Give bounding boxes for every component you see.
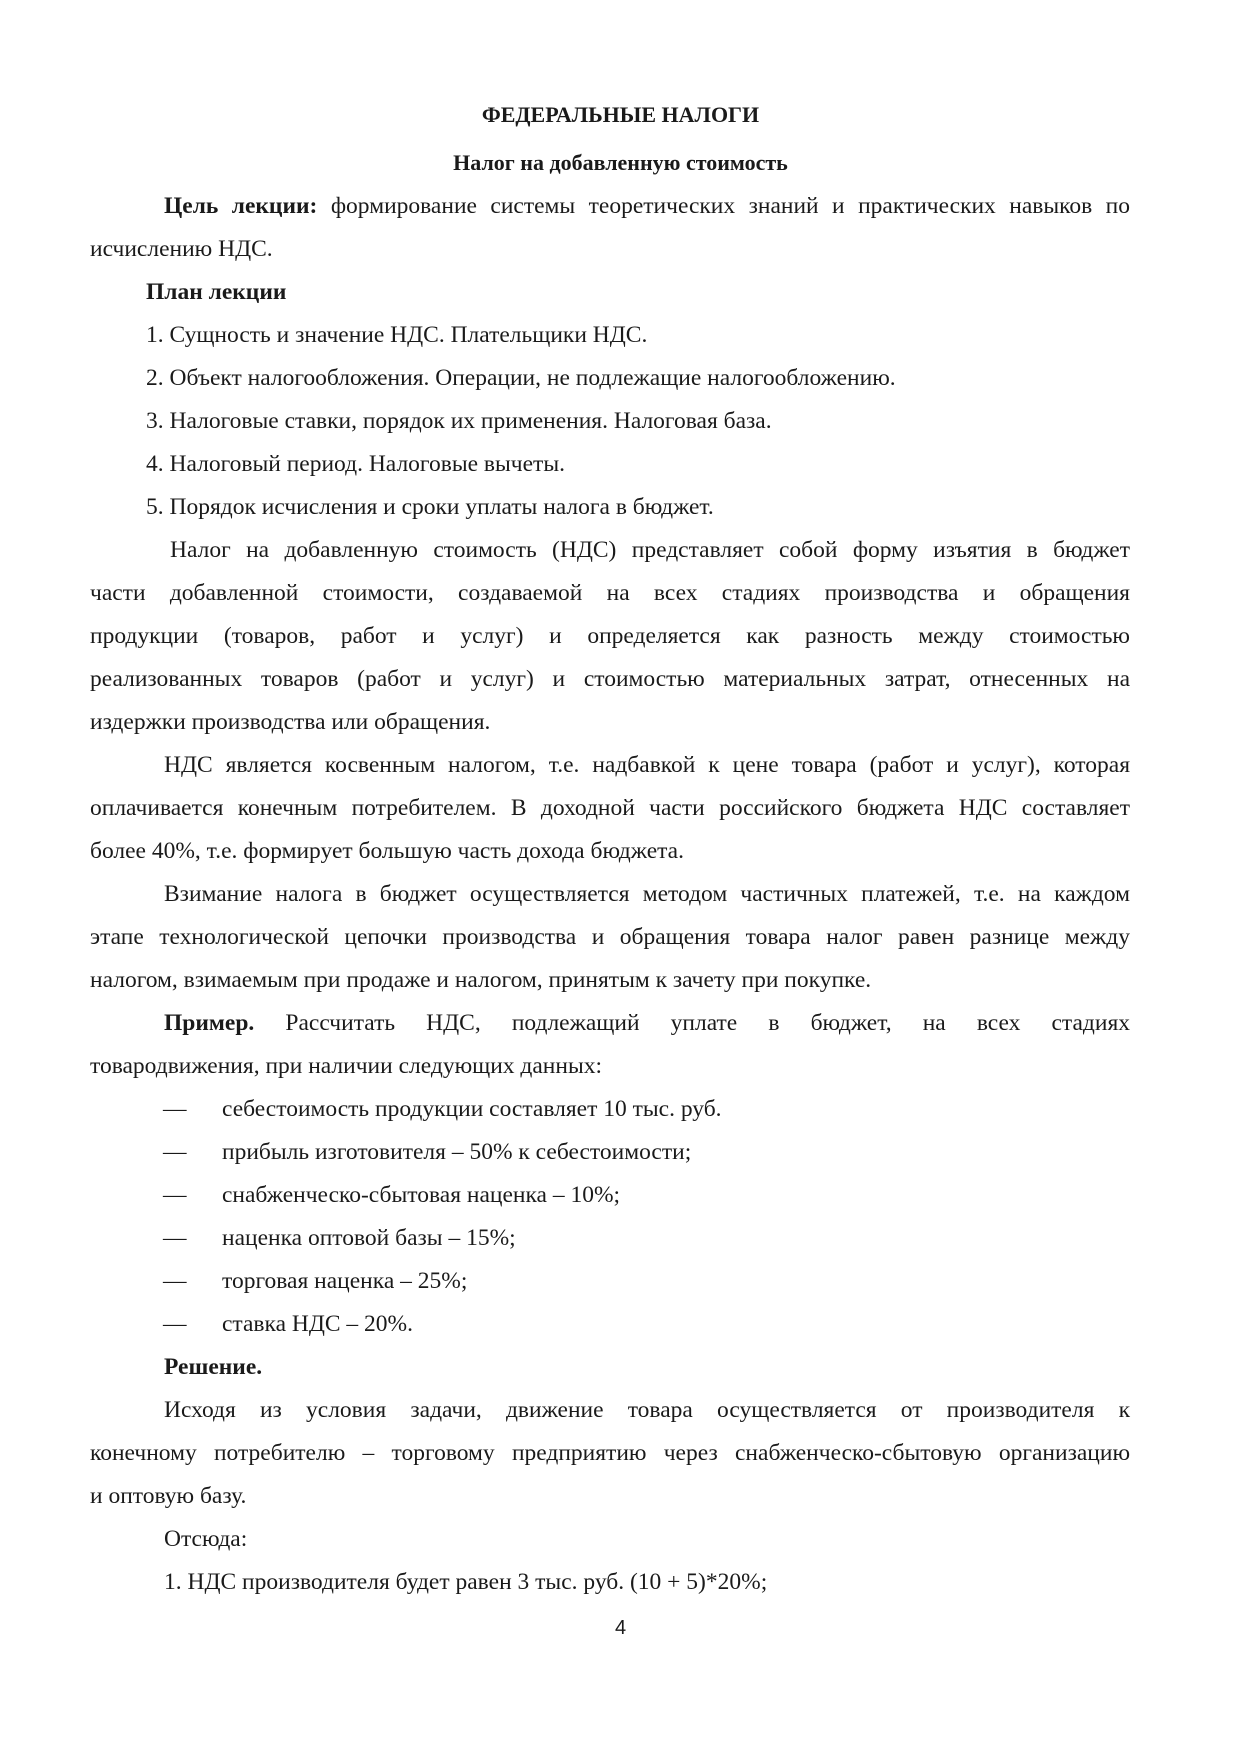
plan-item-2: 2. Объект налогообложения. Операции, не подлежащие налогообложению. — [146, 365, 896, 391]
dash-bullet: — — [163, 1268, 187, 1294]
document-title: ФЕДЕРАЛЬНЫЕ НАЛОГИ — [481, 102, 760, 127]
plan-item-4: 4. Налоговый период. Налоговые вычеты. — [146, 451, 565, 477]
list-item-text: ставка НДС – 20%. — [222, 1311, 414, 1337]
goal-label: Цель лекции: — [164, 193, 318, 219]
paragraph-3-line-1: Взимание налога в бюджет осуществляется методом частичных платежей, т.е. на каждом — [164, 881, 1130, 907]
plan-item-1: 1. Сущность и значение НДС. Плательщики НДС. — [146, 322, 648, 348]
paragraph-2-line-1: НДС является косвенным налогом, т.е. надбавкой к цене товара (работ и услуг), которая — [164, 752, 1130, 778]
list-item-text: снабженческо-сбытовая наценка – 10%; — [222, 1182, 621, 1208]
page-number: 4 — [614, 1617, 627, 1639]
paragraph-2-line-3: более 40%, т.е. формирует большую часть дохода бюджета. — [90, 838, 684, 864]
solution-line-1: Исходя из условия задачи, движение товара осуществляется от производителя к — [164, 1397, 1130, 1423]
paragraph-3-line-2: этапе технологической цепочки производства и обращения товара налог равен разнице между — [90, 924, 1130, 950]
dash-bullet: — — [163, 1311, 187, 1337]
paragraph-1-line-5: издержки производства или обращения. — [90, 709, 491, 735]
solution-hence: Отсюда: — [164, 1526, 248, 1552]
dash-bullet: — — [163, 1139, 187, 1165]
solution-step-1: 1. НДС производителя будет равен 3 тыс. руб. (10 + 5)*20%; — [164, 1569, 768, 1595]
paragraph-1-line-2: части добавленной стоимости, создаваемой на всех стадиях производства и обращения — [90, 580, 1130, 606]
paragraph-2-line-2: оплачивается конечным потребителем. В доходной части российского бюджета НДС составляет — [90, 795, 1130, 821]
plan-item-3: 3. Налоговые ставки, порядок их применения. Налоговая база. — [146, 408, 772, 434]
dash-bullet: — — [163, 1182, 187, 1208]
paragraph-1-line-1: Налог на добавленную стоимость (НДС) представляет собой форму изъятия в бюджет — [170, 537, 1130, 563]
solution-heading: Решение. — [164, 1354, 263, 1380]
list-item-text: себестоимость продукции составляет 10 тыс. руб. — [222, 1096, 722, 1122]
solution-line-2: конечному потребителю – торговому предприятию через снабженческо-сбытовую организацию — [90, 1440, 1130, 1466]
example-text-1: Рассчитать НДС, подлежащий уплате в бюджет, на всех стадиях — [285, 1010, 1131, 1036]
example-line-2: товародвижения, при наличии следующих данных: — [90, 1053, 603, 1079]
dash-bullet: — — [163, 1225, 187, 1251]
plan-heading: План лекции — [146, 279, 287, 305]
example-label: Пример. — [164, 1010, 255, 1036]
list-item-text: торговая наценка – 25%; — [222, 1268, 468, 1294]
dash-bullet: — — [163, 1096, 187, 1122]
example-line-1 — [164, 1010, 1130, 1037]
paragraph-3-line-3: налогом, взимаемым при продаже и налогом, принятым к зачету при покупке. — [90, 967, 872, 993]
plan-item-5: 5. Порядок исчисления и сроки уплаты налога в бюджет. — [146, 494, 714, 520]
paragraph-1-line-3: продукции (товаров, работ и услуг) и определяется как разность между стоимостью — [90, 623, 1130, 649]
goal-line-1 — [164, 193, 1130, 220]
paragraph-1-line-4: реализованных товаров (работ и услуг) и стоимостью материальных затрат, отнесенных на — [90, 666, 1130, 692]
solution-line-3: и оптовую базу. — [90, 1483, 247, 1509]
document-subtitle: Налог на добавленную стоимость — [453, 150, 788, 175]
goal-text-1: формирование системы теоретических знаний и практических навыков по — [330, 193, 1130, 219]
list-item-text: прибыль изготовителя – 50% к себестоимости; — [222, 1139, 692, 1165]
goal-line-2: исчислению НДС. — [90, 236, 273, 262]
list-item-text: наценка оптовой базы – 15%; — [222, 1225, 516, 1251]
